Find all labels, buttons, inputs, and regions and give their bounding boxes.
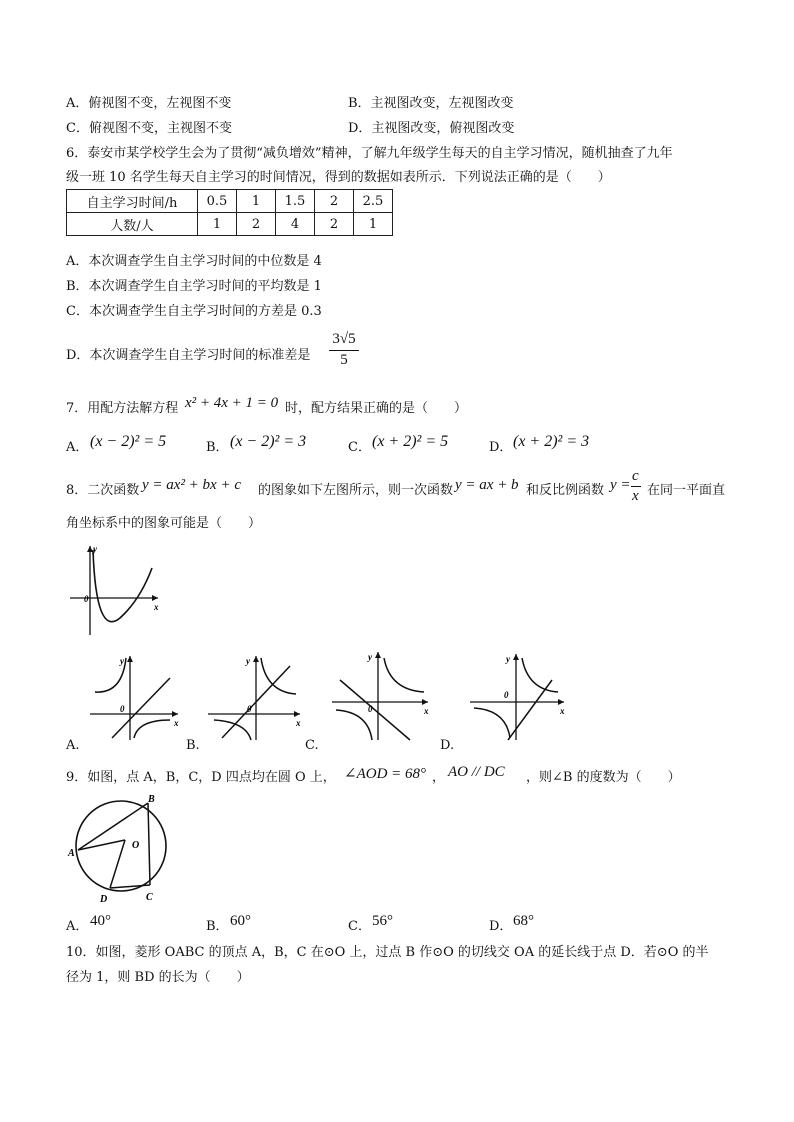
q7-option-d: (x + 2)² = 3 (513, 433, 590, 450)
choice-b-graph (208, 652, 304, 742)
q8-mid2: 和反比例函数 (526, 483, 605, 498)
svg-text:y: y (93, 544, 97, 554)
q7-stem-prefix: 7．用配方法解方程 (66, 401, 179, 416)
svg-text:0: 0 (368, 704, 373, 714)
q6-option-c: C．本次调查学生自主学习时间的方差是 0.3 (66, 304, 322, 319)
parabola-graph (60, 540, 170, 640)
q7-equation: x² + 4x + 1 = 0 (185, 395, 279, 411)
q9-sep: ， (432, 770, 446, 785)
svg-text:A: A (68, 848, 75, 859)
svg-text:0: 0 (120, 704, 125, 714)
q7-option-a: (x − 2)² = 5 (90, 433, 167, 450)
q9-option-a: 40° (90, 913, 111, 929)
table-row (67, 190, 393, 213)
fraction-bar (631, 486, 641, 487)
q7-option-b: (x − 2)² = 3 (230, 433, 307, 450)
q10-stem-line1: 10．如图，菱形 OABC 的顶点 A，B，C 在⊙O 上，过点 B 作⊙O 的切线交 OA 的延长线于点 D．若⊙O 的半 (66, 945, 709, 960)
svg-text:B: B (148, 794, 155, 805)
choice-b-label: B. (186, 738, 200, 753)
q7-option-a-label: A． (66, 440, 89, 455)
q7-stem-suffix: 时，配方结果正确的是（ ） (285, 401, 468, 416)
svg-text:C: C (146, 892, 153, 903)
q8-quadratic: y = ax² + bx + c (142, 477, 241, 493)
q9-option-c-label: C． (348, 919, 371, 934)
svg-text:x: x (424, 706, 429, 716)
q7-option-d-label: D． (489, 440, 513, 455)
q9-option-a-label: A． (66, 919, 89, 934)
q9-stem-suffix: ，则∠B 的度数为（ ） (526, 770, 681, 785)
table-cell: 1.5 (276, 190, 315, 213)
circle-figure (66, 794, 176, 906)
choice-d-graph (470, 650, 570, 742)
q8-linear: y = ax + b (455, 477, 519, 493)
q10-stem-line2: 径为 1，则 BD 的长为（ ） (66, 970, 250, 985)
q6-option-d: D．本次调查学生自主学习时间的标准差是 (66, 348, 311, 363)
svg-text:x: x (174, 718, 179, 728)
q5-option-a: A．俯视图不变，左视图不变 (66, 96, 232, 111)
q9-stem-prefix: 9．如图，点 A，B，C，D 四点均在圆 O 上， (66, 770, 336, 785)
fraction-bar (329, 350, 359, 351)
table-cell: 2.5 (354, 190, 393, 213)
q8-inverse-denominator: x (632, 488, 639, 504)
table-cell: 2 (237, 213, 276, 236)
q8-stem-line2: 角坐标系中的图象可能是（ ） (66, 516, 262, 531)
svg-text:D: D (100, 894, 108, 905)
q6-option-a: A．本次调查学生自主学习时间的中位数是 4 (66, 254, 322, 269)
choice-c-graph (332, 648, 432, 742)
q6-stem-line1: 6．泰安市某学校学生会为了贯彻“减负增效”精神，了解九年级学生每天的自主学习情况，随机抽查了九年 (66, 146, 673, 161)
fraction-denominator: 5 (340, 352, 348, 368)
svg-text:y: y (120, 656, 124, 666)
q5-option-c: C．俯视图不变，主视图不变 (66, 121, 232, 136)
choice-d-label: D. (440, 738, 455, 753)
svg-text:y: y (368, 652, 372, 662)
q9-option-b: 60° (230, 913, 251, 929)
svg-text:y: y (246, 656, 250, 666)
svg-text:0: 0 (84, 594, 89, 604)
choice-a-graph (90, 652, 182, 742)
table-row (67, 213, 393, 236)
q9-option-b-label: B． (206, 919, 229, 934)
svg-text:x: x (560, 706, 565, 716)
svg-text:x: x (296, 718, 301, 728)
q7-option-c-label: C． (348, 440, 371, 455)
choice-c-label: C. (305, 738, 319, 753)
q8-suffix: 在同一平面直 (647, 483, 726, 498)
table-cell: 1 (354, 213, 393, 236)
study-time-table (66, 189, 393, 236)
table-cell: 2 (315, 213, 354, 236)
q5-option-b: B．主视图改变，左视图改变 (348, 96, 514, 111)
q8-prefix: 8．二次函数 (66, 483, 140, 498)
table-cell: 0.5 (198, 190, 237, 213)
q9-option-d-label: D． (489, 919, 513, 934)
table-header-count: 人数/人 (67, 213, 198, 236)
svg-text:x: x (154, 602, 159, 612)
table-header-time: 自主学习时间/h (67, 190, 198, 213)
q7-option-b-label: B． (206, 440, 229, 455)
q7-option-c: (x + 2)² = 5 (372, 433, 449, 450)
q8-inverse-numerator: c (632, 468, 639, 484)
fraction-numerator: 3√5 (332, 331, 356, 347)
q6-option-b: B．本次调查学生自主学习时间的平均数是 1 (66, 279, 322, 294)
q8-mid1: 的图象如下左图所示，则一次函数 (258, 483, 454, 498)
q9-angle: ∠AOD = 68° (344, 766, 427, 782)
table-cell: 1 (198, 213, 237, 236)
q6-stem-line2: 级一班 10 名学生每天自主学习的时间情况，得到的数据如表所示．下列说法正确的是（ ） (66, 170, 611, 185)
svg-text:y: y (506, 654, 510, 664)
table-cell: 1 (237, 190, 276, 213)
svg-text:0: 0 (247, 704, 252, 714)
q5-option-d: D．主视图改变，俯视图改变 (348, 121, 515, 136)
svg-text:O: O (132, 840, 140, 851)
q8-inverse-lhs: y = (610, 477, 631, 493)
choice-a-label: A. (66, 738, 80, 753)
svg-text:0: 0 (504, 690, 509, 700)
table-cell: 4 (276, 213, 315, 236)
q9-parallel: AO // DC (448, 764, 505, 780)
table-cell: 2 (315, 190, 354, 213)
q9-option-d: 68° (513, 913, 534, 929)
q9-option-c: 56° (372, 913, 393, 929)
